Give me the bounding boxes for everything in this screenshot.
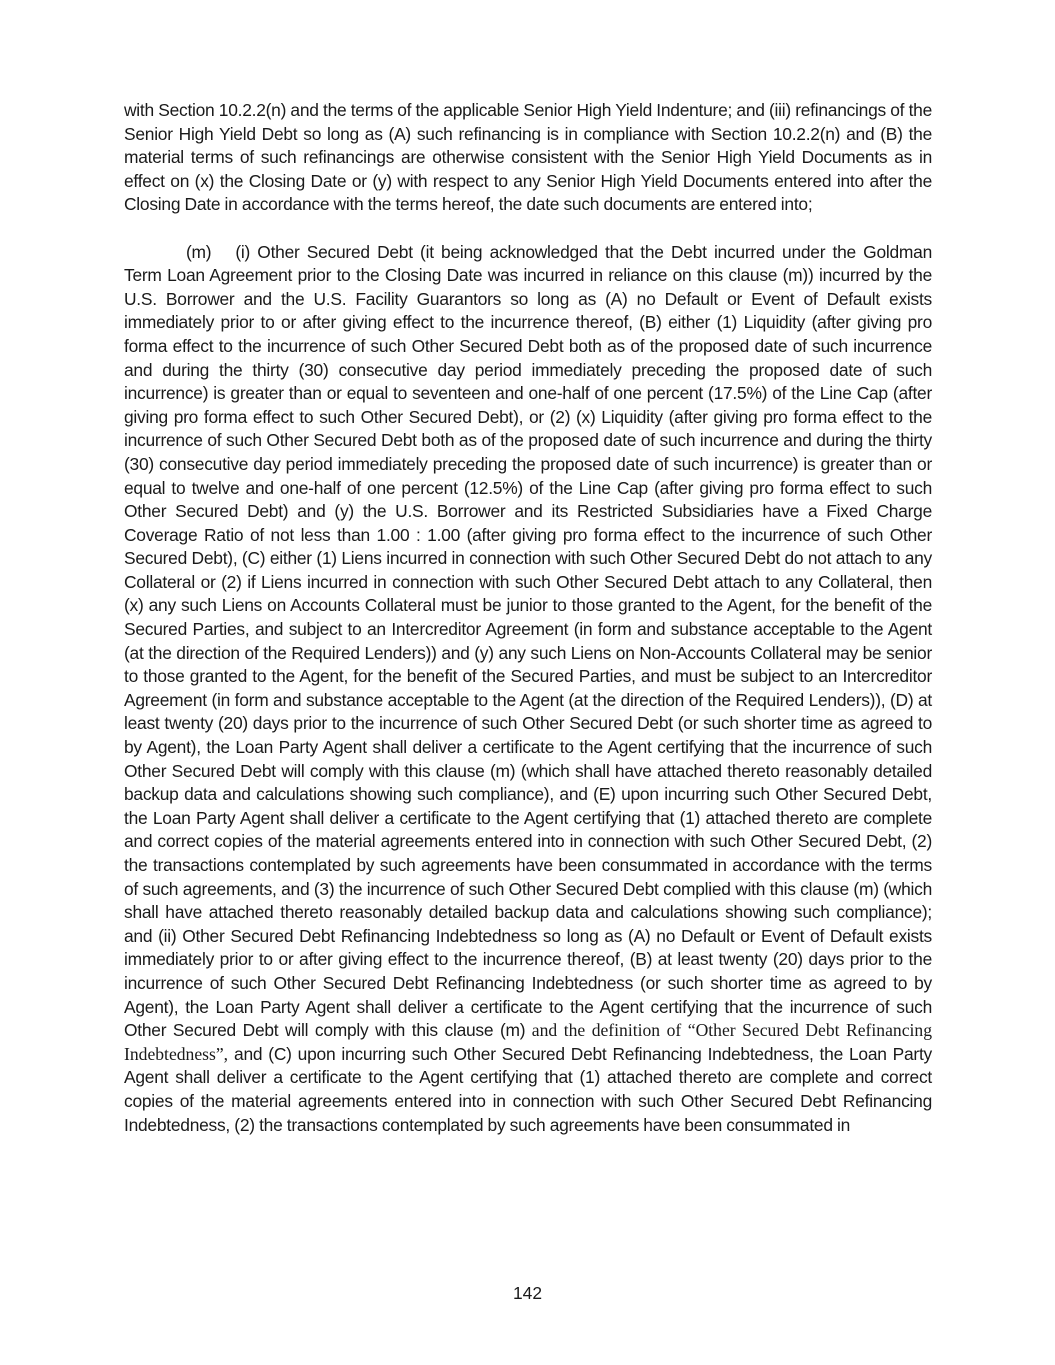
clause-m-text-part-1: Other Secured Debt (it being acknowledged that the Debt incurred under the Goldman Term Loan Agreement prior to the Closing Date was incurred in reliance on this clause (m)) incurred by the U.S. Borrower and the U.S. Facility Guarantors so long as (A) no Default or Event of Default exists immediately prior to or after giving effect to the incurrence thereof, (B) either (1) Liquidity (after giving pro forma effect to the incurrence of such Other Secured Debt both as of the proposed date of such incurrence and during the thirty (30) consecutive day period immediately preceding the proposed date of such incurrence) is greater than or equal to seventeen and one-half of one percent (17.5%) of the Line Cap (after giving pro forma effect to such Other Secured Debt), or (2) (x) Liquidity (after giving pro forma effect to the incurrence of such Other Secured Debt both as of the proposed date of such incurrence and during the thirty (30) consecutive day period immediately preceding the proposed date of such incurrence) is greater than or equal to twelve and one-half of one percent (12.5%) of the Line Cap (after giving pro forma effect to such Other Secured Debt) and (y) the U.S. Borrower and its Restricted Subsidiaries have a Fixed Charge Coverage Ratio of not less than 1.00 : 1.00 (after giving pro forma effect to the incurrence of such Other Secured Debt), (C) either (1) Liens incurred in connection with such Other Secured Debt do not attach to any Collateral or (2) if Liens incurred in connection with such Other Secured Debt attach to any Collateral, then (x) any such Liens on Accounts Collateral must be junior to those granted to the Agent, for the benefit of the Secured Parties, and subject to an Intercreditor Agreement (in form and substance acceptable to the Agent (at the direction of the Required Lenders)) and (y) any such Liens on Non-Accounts Collateral may be senior to those granted to the Agent, for the benefit of the Secured Parties, and must be subject to an Intercreditor Agreement (in form and substance acceptable to the Agent (at the direction of the Required Lenders)), (D) at least twenty (20) days prior to the incurrence of such Other Secured Debt (or such shorter time as agreed to by Agent), the Loan Party Agent shall deliver a certificate to the Agent certifying that the incurrence of such Other Secured Debt will comply with this clause (m) (which shall have attached thereto reasonably detailed backup data and calculations showing such compliance), and (E) upon incurring such Other Secured Debt, the Loan Party Agent shall deliver a certificate to the Agent certifying that (1) attached thereto are complete and correct copies of the material agreements entered into in connection with such Other Secured Debt, (2) the transactions contemplated by such agreements have been consummated in accordance with the terms of such agreements, and (3) the incurrence of such Other Secured Debt complied with this clause (m) (which shall have attached thereto reasonably detailed backup data and calculations showing such compliance); and (ii) Other Secured Debt Refinancing Indebtedness so long as (A) no Default or Event of Default exists immediately prior to or after giving effect to the incurrence thereof, (B) at least twenty (20) days prior to the incurrence of such Other Secured Debt Refinancing Indebtedness (or such shorter time as agreed to by Agent), the Loan Party Agent shall deliver a certificate to the Agent certifying that the incurrence of such Other Secured Debt will comply with this clause (m) [124, 241, 932, 1041]
paragraph-continuation-text: with Section 10.2.2(n) and the terms of the applicable Senior High Yield Indenture; and (iii) refinancings of the Senior High Yield Debt so long as (A) such refinancing is in compliance with Section 10.2.2(n) and (B) the material terms of such refinancings are otherwise consistent with the Senior High Yield Documents as in effect on (x) the Closing Date or (y) with respect to any Senior High Yield Documents entered into after the Closing Date in accordance with the terms hereof, the date such documents are entered into; [124, 100, 932, 215]
clause-m-text-part-2: and (C) upon incurring such Other Secured Debt Refinancing Indebtedness, the Loan Party Agent shall deliver a certificate to the Agent certifying that (1) attached thereto are complete and correct copies of the material agreements entered into in connection with such Other Secured Debt Refinancing Indebtedness, (2) the transactions contemplated by such agreements have been consummated in [124, 1043, 932, 1135]
clause-m-paragraph [124, 241, 932, 1138]
sub-clause-label: (i) [235, 241, 251, 262]
paragraph-continuation [124, 99, 932, 217]
page-number: 142 [512, 1283, 542, 1303]
clause-m-serif-insert: and the definition of “Other Secured Debt Refinancing Indebtedness”, [124, 1020, 932, 1064]
clause-label: (m) [186, 241, 212, 262]
document-body [124, 99, 932, 1137]
